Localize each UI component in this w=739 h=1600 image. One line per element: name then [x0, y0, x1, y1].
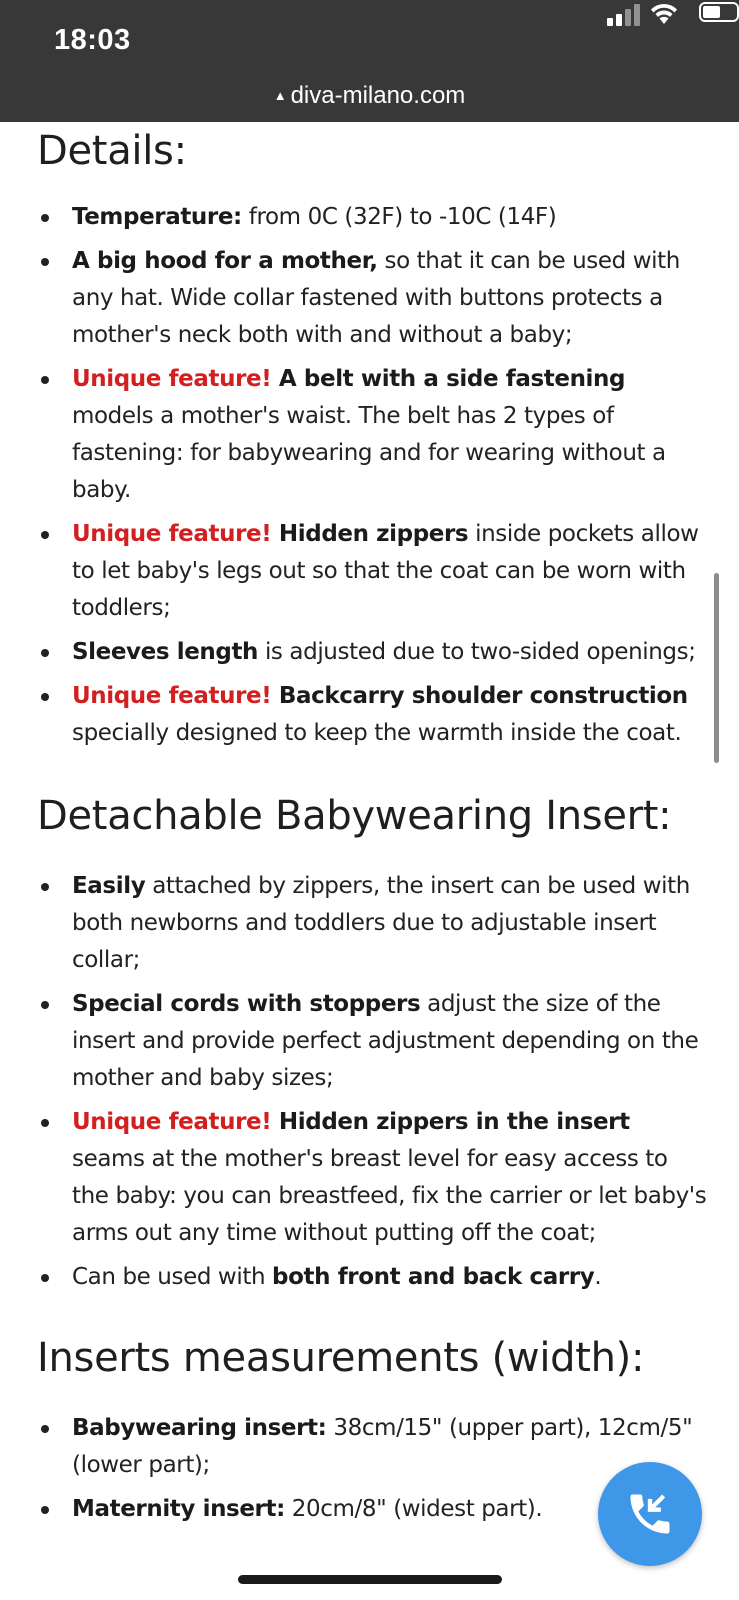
- item-text: attached by zippers, the insert can be used with both newborns and toddlers due to adjustable insert collar;: [72, 873, 690, 973]
- insert-list-item: [0, 1259, 739, 1296]
- wifi-icon: [649, 0, 679, 26]
- item-bold-text: Backcarry shoulder construction: [271, 683, 688, 709]
- home-indicator[interactable]: [238, 1575, 502, 1584]
- cellular-signal-icon: [607, 4, 641, 26]
- item-bold-text: Babywearing insert:: [72, 1415, 327, 1441]
- unique-feature-label: Unique feature!: [72, 1109, 272, 1135]
- item-text: adjust the size of the insert and provide perfect adjustment depending on the mother and baby sizes;: [72, 991, 699, 1091]
- details-list-item: [0, 634, 739, 671]
- details-list-item: [0, 678, 739, 752]
- call-button[interactable]: [598, 1462, 702, 1566]
- insert-list: [0, 868, 739, 1303]
- item-text: from 0C (32F) to -10C (14F): [241, 204, 557, 230]
- item-text: so that it can be used with any hat. Wide collar fastened with buttons protects a mother's neck both with and without a baby;: [72, 248, 680, 348]
- item-text: .: [594, 1264, 602, 1290]
- scrollbar[interactable]: [714, 573, 719, 763]
- item-text: Can be used with: [72, 1264, 273, 1290]
- item-bold-text: Hidden zippers in the insert: [271, 1109, 630, 1135]
- url-text: diva-milano.com: [290, 82, 466, 109]
- address-bar[interactable]: [0, 82, 739, 110]
- item-text: 20cm/8" (widest part).: [284, 1496, 543, 1522]
- insert-list-item: [0, 1104, 739, 1252]
- item-bold-text: Hidden zippers: [271, 521, 469, 547]
- unique-feature-label: Unique feature!: [72, 683, 272, 709]
- details-list: [0, 199, 739, 759]
- item-bold-text: A big hood for a mother,: [72, 248, 378, 274]
- insert-heading: Detachable Babywearing Insert:: [37, 793, 672, 839]
- insert-list-item: [0, 986, 739, 1097]
- item-text: 38cm/15" (upper part), 12cm/5" (lower part);: [72, 1415, 693, 1478]
- item-bold-text: Easily: [72, 873, 146, 899]
- unique-feature-label: Unique feature!: [72, 366, 272, 392]
- details-list-item: [0, 243, 739, 354]
- details-list-item: [0, 516, 739, 627]
- clock: 18:03: [54, 24, 131, 56]
- measurements-heading: Inserts measurements (width):: [37, 1335, 645, 1381]
- item-bold-text: Temperature:: [72, 204, 242, 230]
- item-bold-text: both front and back carry: [272, 1264, 595, 1290]
- item-text: seams at the mother's breast level for easy access to the baby: you can breastfeed, fix the carrier or let baby's arms out any time without putting off the coat;: [72, 1146, 707, 1246]
- item-text: inside pockets allow to let baby's legs out so that the coat can be worn with toddlers;: [72, 521, 699, 621]
- item-text: is adjusted due to two-sided openings;: [258, 639, 696, 665]
- item-text: specially designed to keep the warmth inside the coat.: [72, 720, 682, 746]
- phone-callback-icon: [624, 1488, 676, 1540]
- item-text: models a mother's waist. The belt has 2 types of fastening: for babywearing and for wearing without a baby.: [72, 403, 666, 503]
- unique-feature-label: Unique feature!: [72, 521, 272, 547]
- insert-list-item: [0, 868, 739, 979]
- details-list-item: [0, 361, 739, 509]
- item-bold-text: Special cords with stoppers: [72, 991, 421, 1017]
- details-list-item: [0, 199, 739, 236]
- status-bar: [0, 0, 739, 122]
- item-bold-text: A belt with a side fastening: [271, 366, 626, 392]
- item-bold-text: Maternity insert:: [72, 1496, 285, 1522]
- battery-icon: [699, 2, 739, 22]
- details-heading: Details:: [37, 128, 187, 174]
- lock-icon: ▲: [273, 88, 287, 103]
- item-bold-text: Sleeves length: [72, 639, 259, 665]
